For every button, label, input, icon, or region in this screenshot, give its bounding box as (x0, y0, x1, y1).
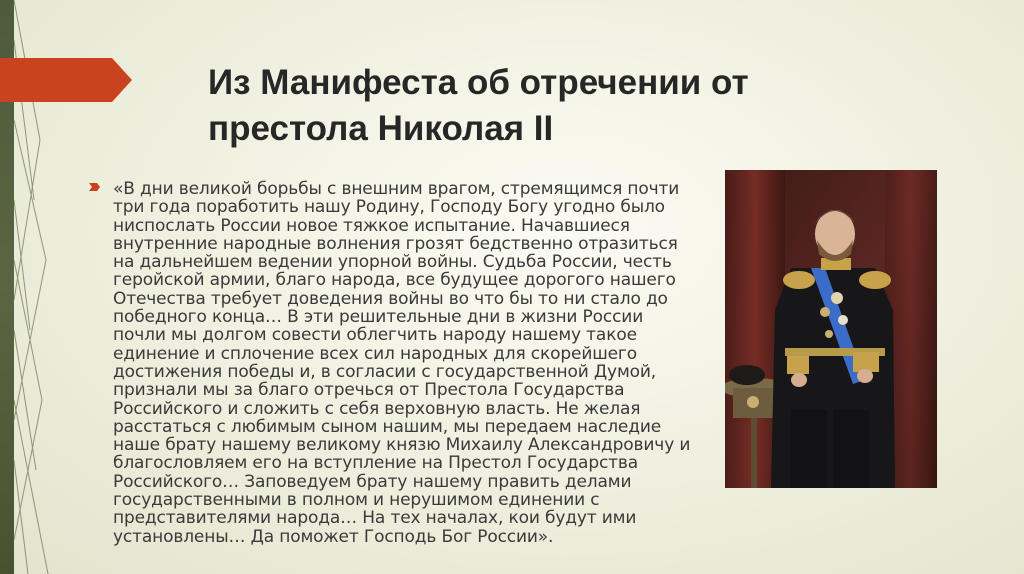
title-arrow-accent (0, 58, 132, 102)
manifesto-quote: «В дни великой борьбы с внешним врагом, стремящимся почти три года поработить нашу Родину, Господу Богу угодно было ниспослать России новое тяжкое испытание. Начавшиеся внутренние народные волнения грозят бедственно отразиться на дальнейшем ведении упорной войны. Судьба России, честь геройской армии, благо народа, все будущее дорогого нашего Отечества требует доведения войны во что бы то ни стало до победного конца… В эти решительные дни в жизни России почли мы долгом совести облегчить народу нашему такое единение и сплочение всех сил народных для скорейшего достижения победы и, в согласии с государственной Думой, признали мы за благо отречься от Престола Государства Российского и сложить с себя верховную власть. Не желая расстаться с любимым сыном нашим, мы передаем наследие наше брату нашему великому князю Михаилу Александровичу и благословляем его на вступление на Престол Государства Российского… Заповедуем брату нашему править делами государственными в полном и нерушимом единении с представителями народа… На тех началах, кои будут ими установлены… Да поможет Господь Бог России». (113, 179, 691, 547)
slide-title: Из Манифеста об отречении от престола Николая II (208, 63, 749, 148)
portrait-photo (725, 170, 937, 488)
arrow-bullet-icon (88, 181, 102, 195)
